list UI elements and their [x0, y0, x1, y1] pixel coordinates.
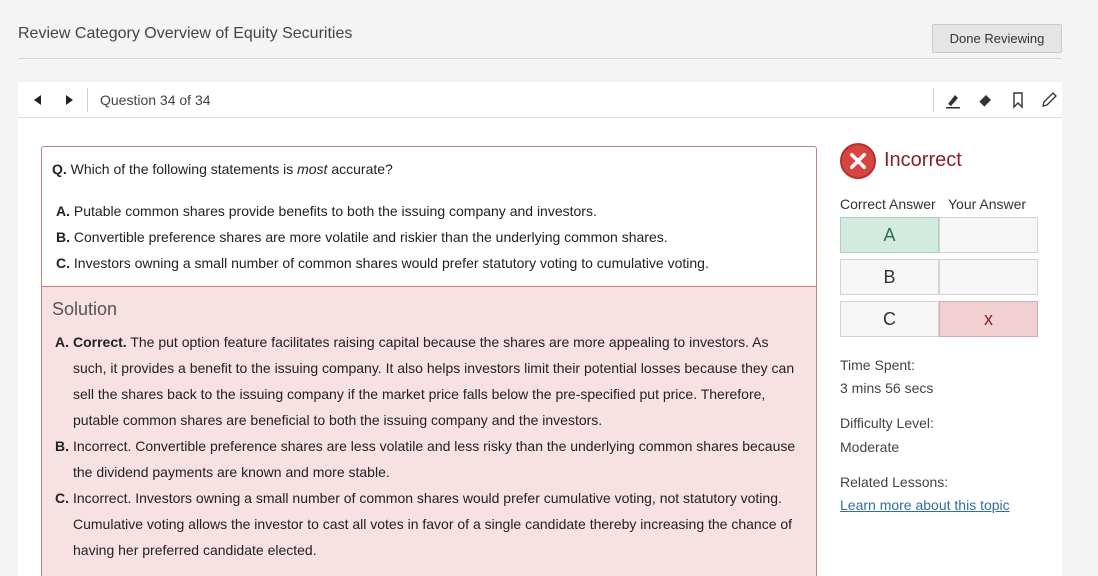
solution-letter: C. — [55, 490, 69, 506]
bookmark-icon[interactable] — [1008, 90, 1028, 110]
solution-title: Solution — [52, 299, 118, 319]
question-counter: Question 34 of 34 — [100, 92, 211, 108]
solution-item-a — [55, 329, 805, 433]
your-answer-cell: x — [939, 301, 1038, 337]
difficulty-label: Difficulty Level: — [840, 415, 934, 431]
time-spent-label: Time Spent: — [840, 357, 915, 373]
solution-item-c — [55, 485, 805, 563]
solution-letter: B. — [55, 438, 69, 454]
option-text: Convertible preference shares are more volatile and riskier than the underlying common shares. — [73, 229, 668, 245]
incorrect-x-icon — [840, 143, 876, 179]
option-text: Putable common shares provide benefits to both the issuing company and investors. — [73, 203, 597, 219]
question-text-before: Which of the following statements is — [70, 161, 294, 177]
question-toolbar — [18, 82, 1062, 118]
your-answer-header: Your Answer — [948, 196, 1027, 212]
question-text — [52, 161, 393, 177]
option-a — [56, 203, 597, 219]
your-answer-cell — [939, 217, 1038, 253]
eraser-icon[interactable] — [975, 90, 995, 110]
question-text-after: accurate? — [331, 161, 393, 177]
toolbar-divider — [87, 88, 88, 112]
related-lessons-label: Related Lessons: — [840, 474, 949, 490]
solution-lead: Correct. — [73, 334, 127, 350]
question-card — [18, 82, 1062, 576]
prev-arrow-icon[interactable] — [28, 91, 46, 109]
solution-letter: A. — [55, 334, 69, 350]
option-letter: B. — [56, 229, 70, 245]
your-answer-cell — [939, 259, 1038, 295]
done-reviewing-button[interactable]: Done Reviewing — [932, 24, 1062, 53]
option-text: Investors owning a small number of common shares would prefer statutory voting to cumulative voting. — [73, 255, 709, 271]
highlighter-icon[interactable] — [943, 90, 963, 110]
answer-row — [840, 301, 1038, 337]
pencil-icon[interactable] — [1039, 90, 1059, 110]
answer-letter-cell: C — [840, 301, 939, 337]
option-letter: C. — [56, 255, 70, 271]
solution-box — [41, 286, 817, 576]
solution-text: The put option feature facilitates raising capital because the shares are more appealing to investors. As such, it provides a benefit to the issuing company. It also helps investors limit their potential losses because they can sell the shares back to the issuing company if the market price falls below the pre-specified put price. Therefore, putable common shares are beneficial to both the issuing company and the investors. — [73, 334, 795, 428]
answer-row — [840, 259, 1038, 295]
option-b — [56, 229, 668, 245]
learn-more-link[interactable]: Learn more about this topic — [840, 497, 1010, 513]
solution-item-b — [55, 433, 805, 485]
answer-row — [840, 217, 1038, 253]
time-spent-value: 3 mins 56 secs — [840, 380, 934, 396]
answer-letter-cell: B — [840, 259, 939, 295]
correct-answer-cell: A — [840, 217, 939, 253]
question-prefix: Q. — [52, 161, 67, 177]
correct-answer-header: Correct Answer — [840, 196, 936, 212]
page-title: Review Category Overview of Equity Securities — [18, 25, 353, 42]
question-box — [41, 146, 817, 286]
solution-text: Incorrect. Investors owning a small number of common shares would prefer cumulative voting, not statutory voting. Cumulative voting allows the investor to cast all votes in favor of a single candidate thereby increasing the chance of having her preferred candidate elected. — [73, 490, 793, 558]
next-arrow-icon[interactable] — [60, 91, 78, 109]
option-letter: A. — [56, 203, 70, 219]
page-header — [18, 0, 1062, 59]
solution-text: Incorrect. Convertible preference shares are less volatile and less risky than the underlying common shares because the dividend payments are known and more stable. — [73, 438, 796, 480]
difficulty-value: Moderate — [840, 439, 900, 455]
question-emphasis: most — [297, 161, 328, 177]
option-c — [56, 255, 709, 271]
toolbar-divider — [933, 88, 934, 112]
result-status: Incorrect — [884, 149, 962, 171]
